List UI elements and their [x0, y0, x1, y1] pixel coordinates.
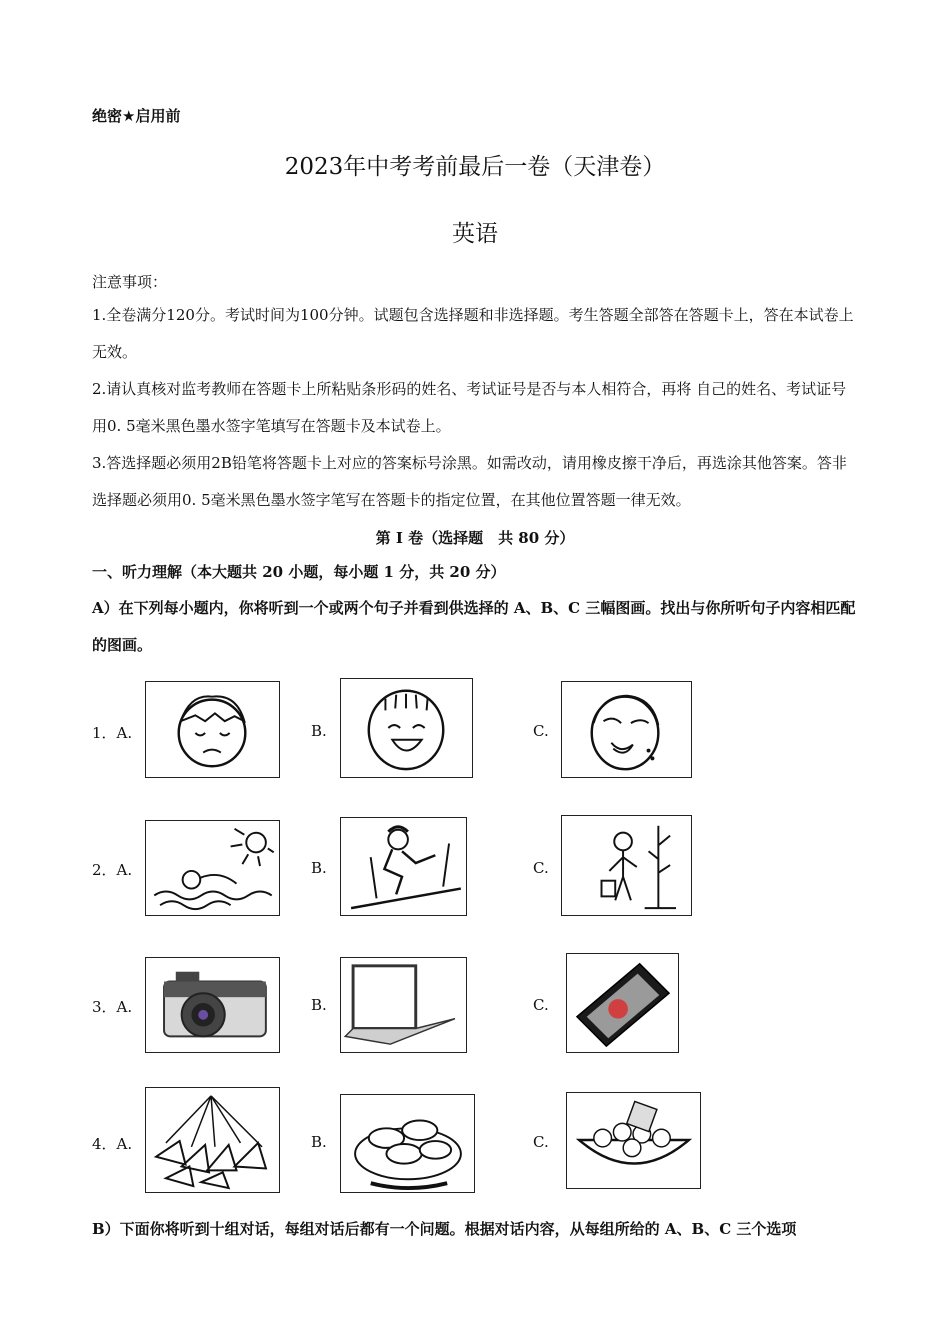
- option-c-label: C.: [533, 859, 549, 877]
- crying-boy-icon: [562, 682, 691, 777]
- option-c-label: C.: [533, 1133, 549, 1151]
- tree-planting-picture: [561, 815, 692, 916]
- camera-icon: [146, 958, 279, 1052]
- subject-title: 英语: [452, 221, 498, 247]
- swimming-picture: [145, 820, 280, 916]
- crying-face-picture: [561, 681, 692, 778]
- exam-title: 2023年中考考前最后一卷（天津卷）: [284, 154, 666, 180]
- part-a-instructions: A）在下列每小题内，你将听到一个或两个句子并看到供选择的 A、B、C 三幅图画。找出与你所听句子内容相匹配的图画。: [92, 599, 856, 654]
- mooncakes-icon: [341, 1095, 474, 1192]
- volume-heading: 第 I 卷（选择题 共 80 分）: [375, 529, 575, 547]
- option-b-label: B.: [311, 722, 327, 740]
- notice-heading: 注意事项：: [92, 273, 168, 291]
- swimming-boy-icon: [146, 821, 279, 915]
- notice-item-2: 2.请认真核对监考教师在答题卡上所粘贴条形码的姓名、考试证号是否与本人相符合，再将 自己的姓名、考试证号用0. 5毫米黑色墨水签字笔填写在答题卡及本试卷上。: [92, 380, 847, 435]
- laughing-boy-icon: [341, 679, 472, 777]
- option-b-label: B.: [311, 996, 327, 1014]
- section-heading: 一、听力理解（本大题共 20 小题，每小题 1 分，共 20 分）: [92, 563, 506, 581]
- option-b-label: B.: [311, 859, 327, 877]
- notice-item-3: 3.答选择题必须用2B铅笔将答题卡上对应的答案标号涂黑。如需改动，请用橡皮擦干净后，再选涂其他答案。答非选择题必须用0. 5毫米黑色墨水签字笔写在答题卡的指定位置，在其他位置答题一律无效。: [92, 454, 847, 509]
- part-b-instructions: B）下面你将听到十组对话，每组对话后都有一个问题。根据对话内容，从每组所给的 A、B、C 三个选项: [92, 1220, 797, 1238]
- laughing-face-picture: [340, 678, 473, 778]
- zongzi-picture: [145, 1087, 280, 1193]
- mobile-phone-picture: [566, 953, 679, 1053]
- mooncakes-picture: [340, 1094, 475, 1193]
- laptop-icon: [341, 958, 466, 1052]
- zongzi-icon: [146, 1088, 279, 1192]
- question-3-label: 3．A.: [92, 998, 133, 1016]
- option-b-label: B.: [311, 1133, 327, 1151]
- question-2-label: 2．A.: [92, 861, 133, 879]
- tree-planting-boy-icon: [562, 816, 691, 915]
- confidential-mark: 绝密★启用前: [92, 107, 181, 125]
- option-c-label: C.: [533, 996, 549, 1014]
- sad-boy-icon: [146, 682, 279, 777]
- notice-item-1: 1.全卷满分120分。考试时间为100分钟。试题包含选择题和非选择题。考生答题全部答在答题卡上，答在本试卷上无效。: [92, 306, 854, 361]
- question-1-label: 1．A.: [92, 724, 133, 742]
- tangyuan-picture: [566, 1092, 701, 1189]
- skiing-picture: [340, 817, 467, 916]
- skiing-boy-icon: [341, 818, 466, 915]
- question-4-label: 4．A.: [92, 1135, 133, 1153]
- option-c-label: C.: [533, 722, 549, 740]
- sad-face-picture: [145, 681, 280, 778]
- laptop-picture: [340, 957, 467, 1053]
- mobile-phone-icon: [567, 954, 678, 1052]
- tangyuan-bowl-icon: [567, 1093, 700, 1188]
- camera-picture: [145, 957, 280, 1053]
